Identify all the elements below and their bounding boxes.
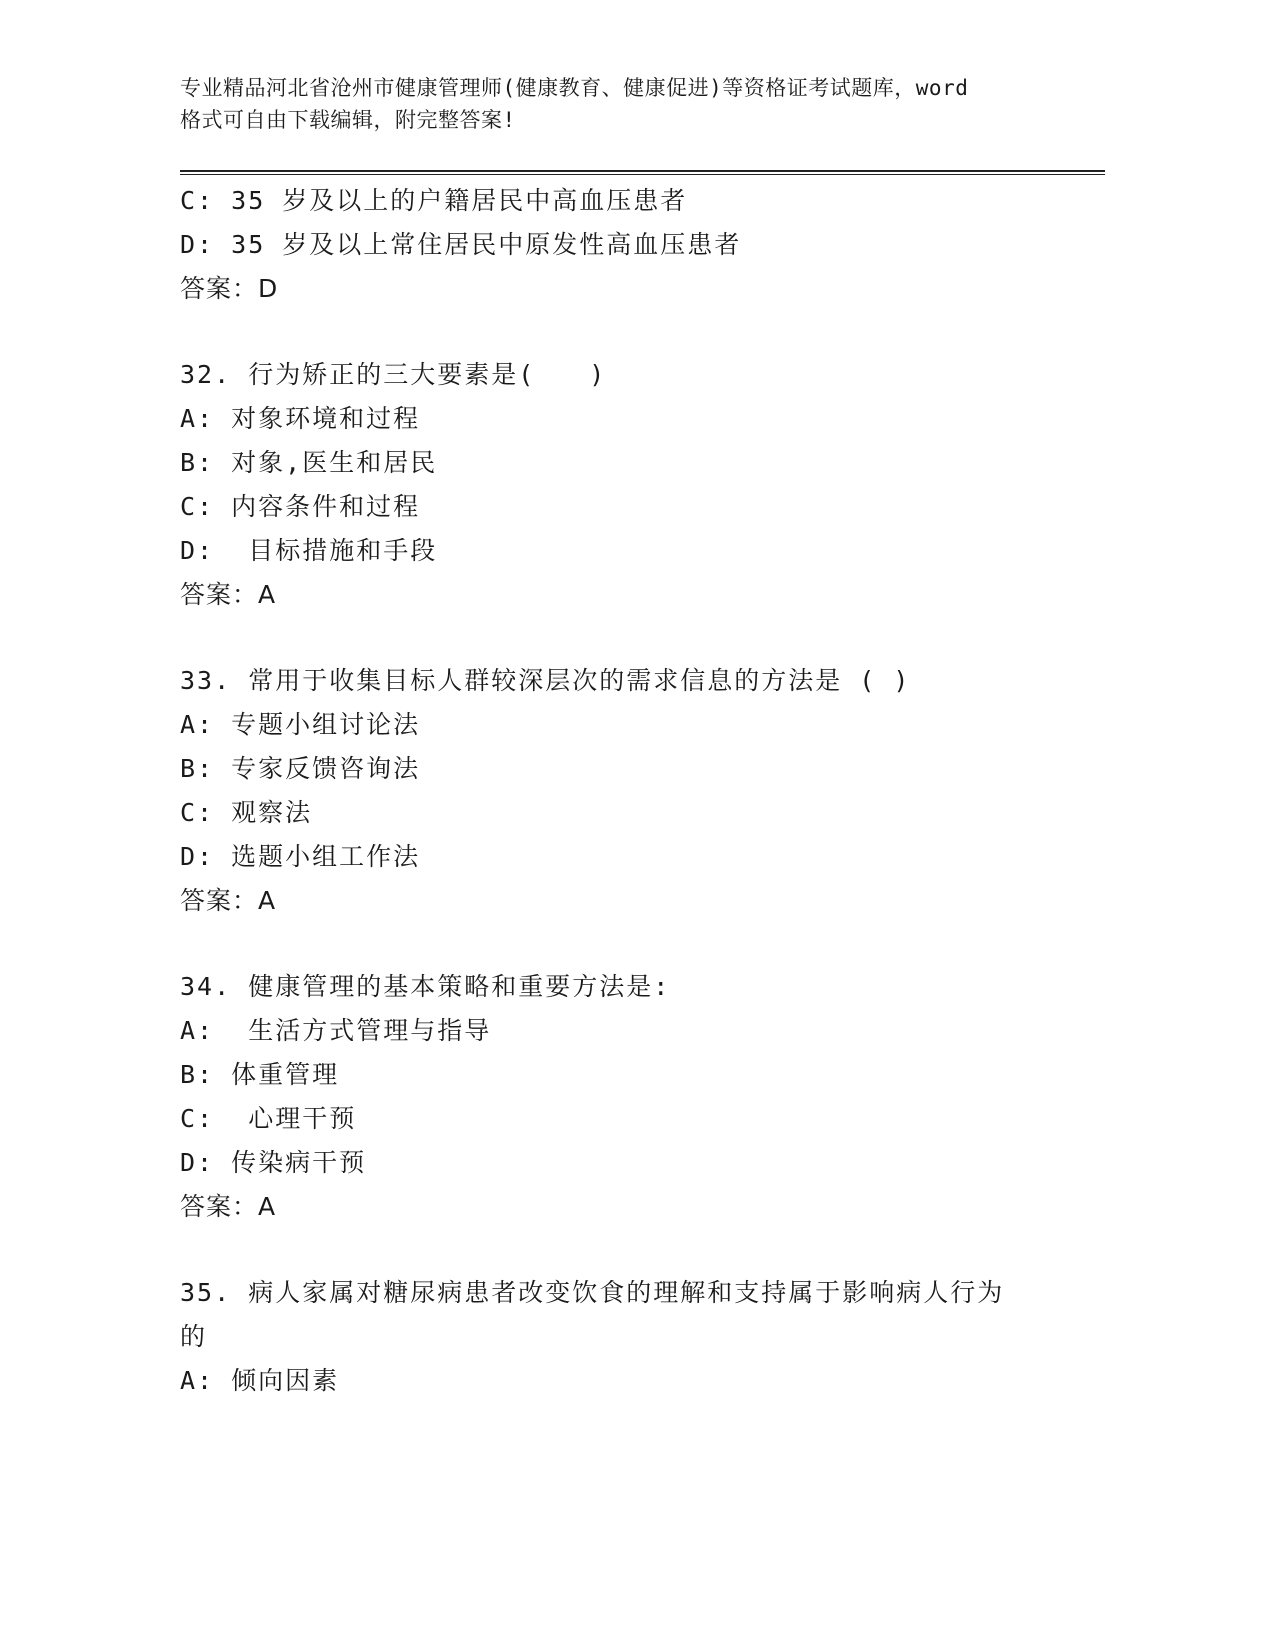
header-note-line-2: 格式可自由下载编辑，附完整答案!: [180, 108, 516, 132]
q31-answer: 答案：D: [180, 274, 279, 303]
q32-option-c: C: 内容条件和过程: [180, 492, 421, 521]
q32-option-a: A: 对象环境和过程: [180, 404, 421, 433]
q34-answer: 答案：A: [180, 1192, 277, 1221]
q33-stem: 33. 常用于收集目标人群较深层次的需求信息的方法是 ( ): [180, 666, 911, 695]
q32-option-d: D: 目标措施和手段: [180, 536, 438, 565]
header-note: [180, 72, 1080, 136]
q35-stem-line-1: 35. 病人家属对糖尿病患者改变饮食的理解和支持属于影响病人行为: [180, 1278, 1005, 1307]
q32-stem: 32. 行为矫正的三大要素是( ): [180, 360, 607, 389]
header-divider: [180, 170, 1105, 175]
q31-option-c: C: 35 岁及以上的户籍居民中高血压患者: [180, 186, 688, 215]
q34-stem: 34. 健康管理的基本策略和重要方法是:: [180, 972, 671, 1001]
q34-option-a: A: 生活方式管理与指导: [180, 1016, 492, 1045]
q35-option-a: A: 倾向因素: [180, 1366, 340, 1395]
q33-answer: 答案：A: [180, 886, 277, 915]
q33-option-b: B: 专家反馈咨询法: [180, 754, 421, 783]
q33-option-a: A: 专题小组讨论法: [180, 710, 421, 739]
q32-answer: 答案：A: [180, 580, 277, 609]
header-note-line-1: 专业精品河北省沧州市健康管理师(健康教育、健康促进)等资格证考试题库，word: [180, 76, 969, 100]
q34-option-d: D: 传染病干预: [180, 1148, 367, 1177]
q35-stem-line-2: 的: [180, 1322, 208, 1351]
q34-option-b: B: 体重管理: [180, 1060, 340, 1089]
q33-option-d: D: 选题小组工作法: [180, 842, 421, 871]
q31-option-d: D: 35 岁及以上常住居民中原发性高血压患者: [180, 230, 742, 259]
q33-option-c: C: 观察法: [180, 798, 313, 827]
q32-option-b: B: 对象,医生和居民: [180, 448, 438, 477]
q34-option-c: C: 心理干预: [180, 1104, 357, 1133]
